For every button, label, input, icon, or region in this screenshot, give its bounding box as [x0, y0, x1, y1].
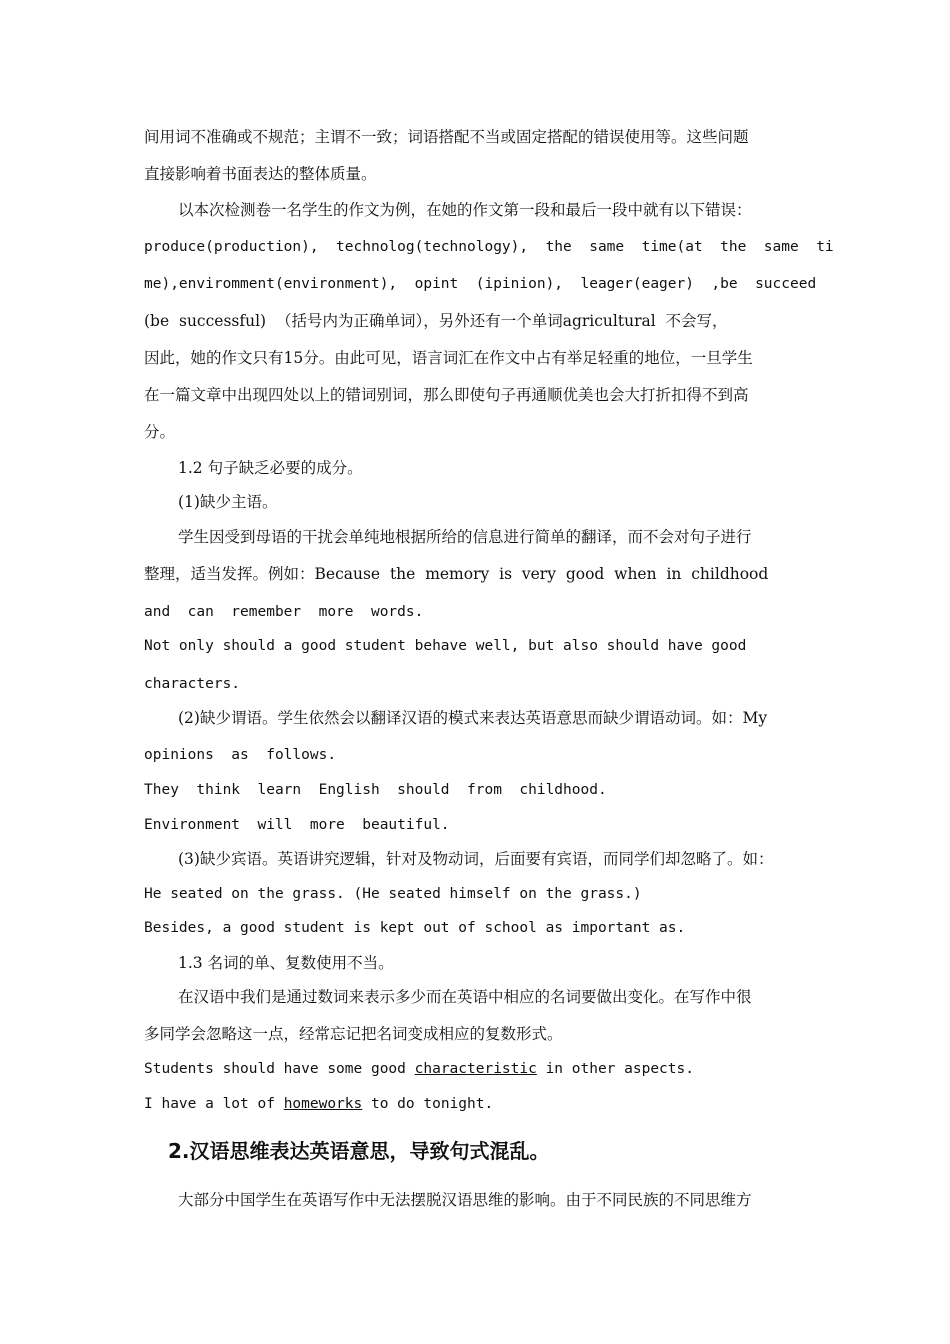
example-sentence: I have a lot of homeworks to do tonight.	[144, 1096, 494, 1112]
paragraph-line: 在一篇文章中出现四处以上的错词别词，那么即使句子再通顺优美也会大打折扣得不到高	[144, 386, 749, 404]
paragraph-line: 大部分中国学生在英语写作中无法摆脱汉语思维的影响。由于不同民族的不同思维方	[178, 1191, 752, 1209]
paragraph-line: 学生因受到母语的干扰会单纯地根据所给的信息进行简单的翻译，而不会对句子进行	[178, 528, 752, 546]
paragraph-line: 分。	[144, 423, 176, 441]
underlined-error-word: characteristic	[414, 1061, 537, 1077]
paragraph-line: (3)缺少宾语。英语讲究逻辑，针对及物动词，后面要有宾语，而同学们却忽略了。如：	[178, 850, 774, 868]
example-sentence: They think learn English should from childhood.	[144, 782, 607, 798]
example-sentence: Not only should a good student behave well, but also should have good	[144, 638, 747, 654]
example-sentence: He seated on the grass. (He seated himself on the grass.)	[144, 886, 642, 902]
underlined-error-word: homeworks	[283, 1096, 363, 1112]
paragraph-line: (2)缺少谓语。学生依然会以翻译汉语的模式来表达英语意思而缺少谓语动词。如：My	[178, 709, 768, 727]
paragraph-line: me),enviromment(environment), opint (ipinion), leager(eager) ,be succeed	[144, 276, 817, 292]
section-heading-1-3: 1.3 名词的单、复数使用不当。	[178, 954, 394, 972]
example-sentence: opinions as follows.	[144, 747, 337, 763]
paragraph-line: 间用词不准确或不规范；主谓不一致；词语搭配不当或固定搭配的错误使用等。这些问题	[144, 128, 749, 146]
paragraph-line: 以本次检测卷一名学生的作文为例，在她的作文第一段和最后一段中就有以下错误：	[178, 201, 752, 219]
section-heading-1-2: 1.2 句子缺乏必要的成分。	[178, 459, 363, 477]
paragraph-line: 因此，她的作文只有15分。由此可见，语言词汇在作文中占有举足轻重的地位，一旦学生	[144, 349, 753, 367]
section-heading-2: 2.汉语思维表达英语意思，导致句式混乱。	[168, 1139, 550, 1163]
example-sentence: Environment will more beautiful.	[144, 817, 450, 833]
paragraph-line: 在汉语中我们是通过数词来表示多少而在英语中相应的名词要做出变化。在写作中很	[178, 988, 752, 1006]
paragraph-line: 多同学会忽略这一点，经常忘记把名词变成相应的复数形式。	[144, 1025, 563, 1043]
example-sentence: characters.	[144, 676, 241, 692]
paragraph-line: 整理，适当发挥。例如：Because the memory is very good when in childhood	[144, 565, 769, 583]
example-sentence: and can remember more words.	[144, 604, 424, 620]
example-sentence: Students should have some good characteristic in other aspects.	[144, 1061, 694, 1077]
paragraph-line: 直接影响着书面表达的整体质量。	[144, 165, 377, 183]
paragraph-line: (be successful) （括号内为正确单词），另外还有一个单词agricultural 不会写，	[144, 312, 728, 330]
subsection-label: (1)缺少主语。	[178, 493, 278, 511]
paragraph-line: produce(production), technolog(technology), the same time(at the same ti	[144, 239, 834, 255]
example-sentence: Besides, a good student is kept out of school as important as.	[144, 920, 686, 936]
